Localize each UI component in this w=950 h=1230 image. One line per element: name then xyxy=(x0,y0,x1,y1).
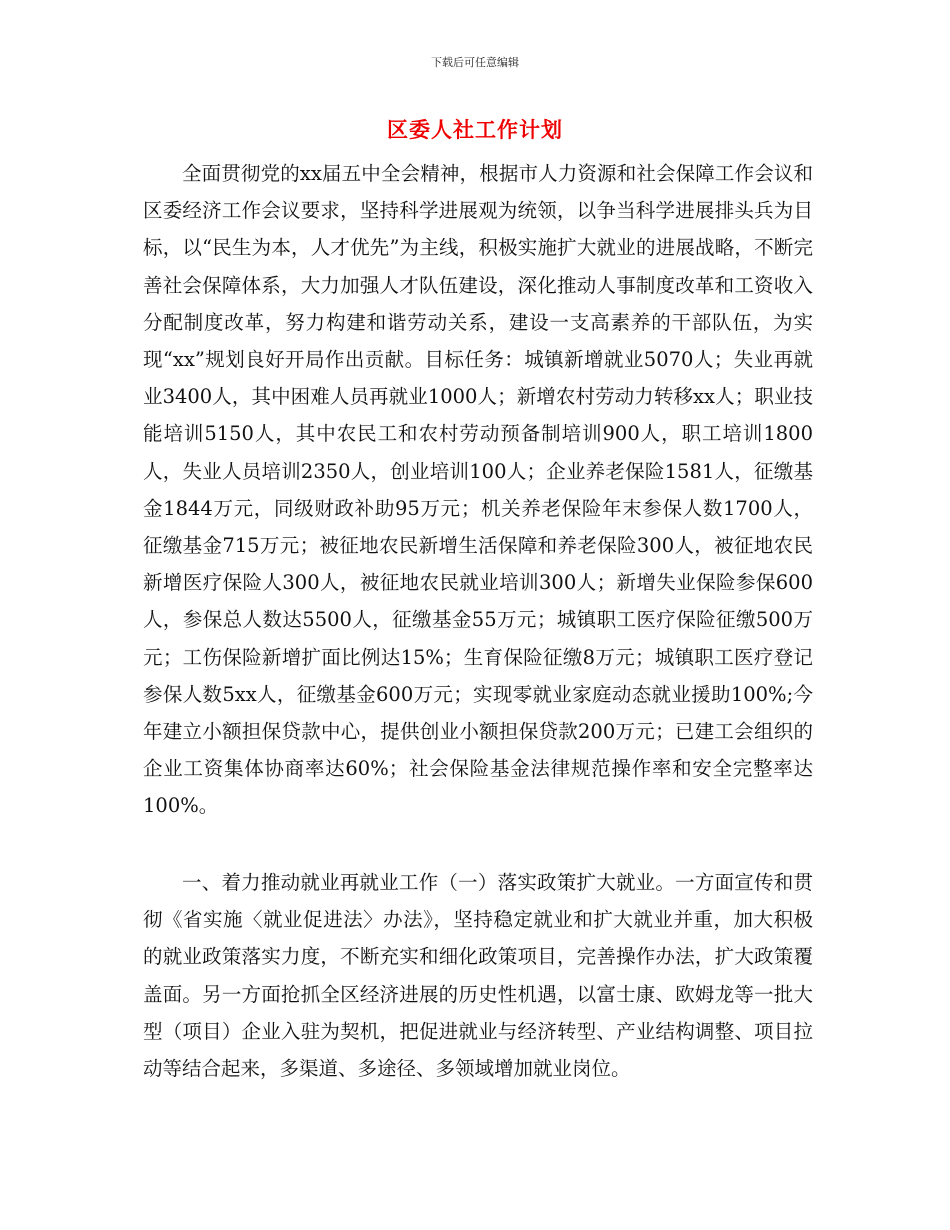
header-note: 下载后可任意编辑 xyxy=(431,56,519,69)
document-title: 区委人社工作计划 xyxy=(387,117,563,142)
body-paragraph-2: 一、着力推动就业再就业工作（一）落实政策扩大就业。一方面宣传和贯彻《省实施〈就业促进法〉办法》，坚持稳定就业和扩大就业并重，加大积极的就业政策落实力度，不断充实和细化政策项目，完善操作办法，扩大政策覆盖面。另一方面抢抓全区经济进展的历史性机遇，以富士康、欧姆龙等一批大型（项目）企业入驻为契机，把促进就业与经济转型、产业结构调整、项目拉动等结合起来，多渠道、多途径、多领域增加就业岗位。 xyxy=(143,871,813,1081)
body-paragraph-1: 全面贯彻党的xx届五中全会精神，根据市人力资源和社会保障工作会议和区委经济工作会议要求，坚持科学进展观为统领，以争当科学进展排头兵为目标，以“民生为本，人才优先”为主线，积极实施扩大就业的进展战略，不断完善社会保障体系，大力加强人才队伍建设，深化推动人事制度改革和工资收入分配制度改革，努力构建和谐劳动关系，建设一支高素养的干部队伍，为实现“xx”规划良好开局作出贡献。目标任务：城镇新增就业5070人；失业再就业3400人，其中困难人员再就业1000人；新增农村劳动力转移xx人；职业技能培训5150人，其中农民工和农村劳动预备制培训900人，职工培训1800人，失业人员培训2350人，创业培训100人；企业养老保险1581人，征缴基金1844万元，同级财政补助95万元；机关养老保险年末参保人数1700人，征缴基金715万元；被征地农民新增生活保障和养老保险300人，被征地农民新增医疗保险人300人，被征地农民就业培训300人；新增失业保险参保600人，参保总人数达5500人，征缴基金55万元；城镇职工医疗保险征缴500万元；工伤保险新增扩面比例达15%；生育保险征缴8万元；城镇职工医疗登记参保人数5xx人，征缴基金600万元；实现零就业家庭动态就业援助100%;今年建立小额担保贷款中心，提供创业小额担保贷款200万元；已建工会组织的企业工资集体协商率达60%；社会保险基金法律规范操作率和安全完整率达100%。 xyxy=(143,162,813,818)
